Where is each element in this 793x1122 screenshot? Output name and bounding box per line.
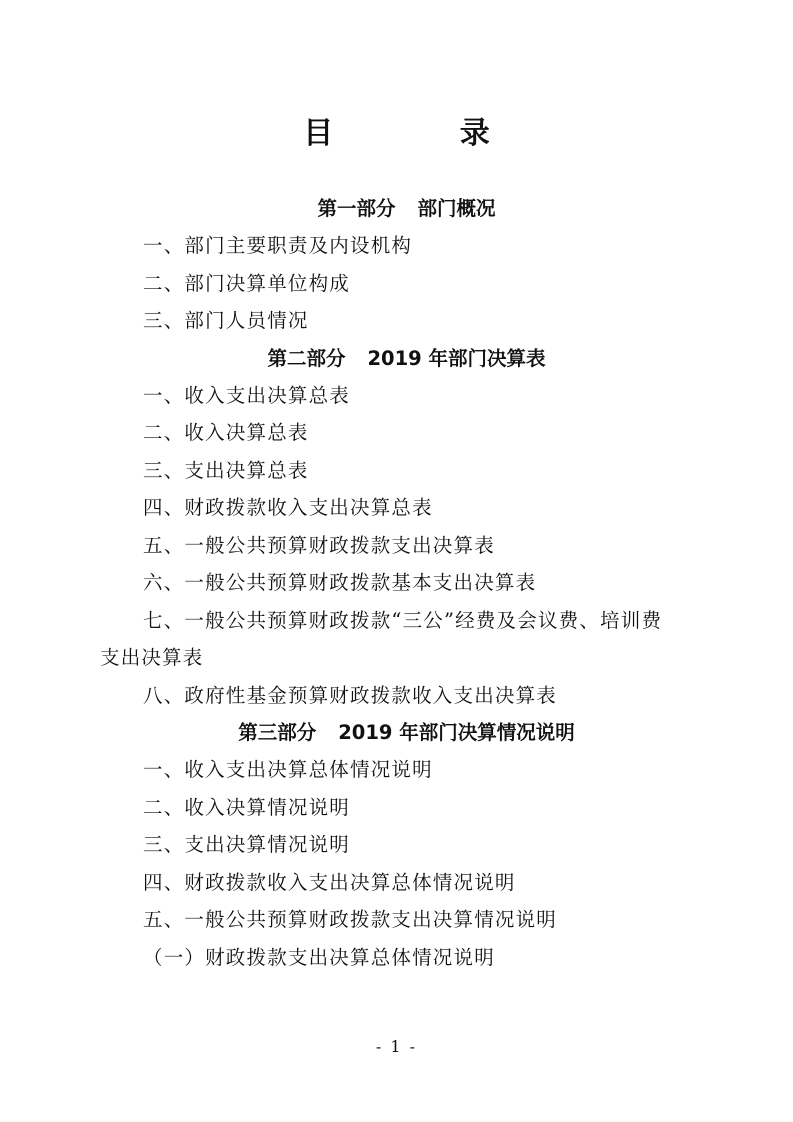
toc-item-continuation: 支出决算表	[100, 646, 204, 669]
toc-item: 三、部门人员情况	[143, 309, 309, 332]
toc-item: 四、财政拨款收入支出决算总体情况说明	[143, 870, 516, 894]
toc-item: 五、一般公共预算财政拨款支出决算情况说明	[143, 908, 558, 931]
toc-title: 目 录	[303, 116, 548, 151]
section-part-label: 第一部分	[317, 197, 396, 220]
section-heading-part-1	[0, 190, 793, 227]
toc-item: 四、财政拨款收入支出决算总表	[143, 496, 433, 519]
section-part-label: 第二部分	[267, 346, 346, 370]
section-heading-part-3	[0, 714, 793, 751]
section-title: 部门概况	[417, 197, 496, 220]
toc-item: 三、支出决算情况说明	[143, 833, 351, 856]
toc-item: 五、一般公共预算财政拨款支出决算表	[143, 533, 495, 557]
toc-item: 三、支出决算总表	[143, 458, 309, 482]
toc-item: 二、收入决算总表	[143, 421, 309, 444]
toc-item: 六、一般公共预算财政拨款基本支出决算表	[143, 571, 537, 594]
toc-item: 一、部门主要职责及内设机构	[143, 234, 413, 257]
section-part-label: 第三部分	[238, 721, 317, 744]
section-heading-part-2	[0, 340, 793, 377]
toc-item: 一、收入支出决算总体情况说明	[143, 758, 433, 781]
toc-item: （一）财政拨款支出决算总体情况说明	[143, 945, 495, 969]
toc-item: 一、收入支出决算总表	[143, 383, 351, 407]
page-number: - 1 -	[375, 1037, 418, 1056]
toc-item: 二、收入决算情况说明	[143, 795, 351, 819]
toc-item: 七、一般公共预算财政拨款“三公”经费及会议费、培训费	[143, 608, 663, 632]
toc-item: 八、政府性基金预算财政拨款收入支出决算表	[143, 683, 558, 707]
table-of-contents	[0, 190, 793, 976]
section-title: 2019 年部门决算情况说明	[338, 721, 575, 744]
toc-item: 二、部门决算单位构成	[143, 271, 351, 295]
section-title: 2019 年部门决算表	[367, 346, 546, 370]
